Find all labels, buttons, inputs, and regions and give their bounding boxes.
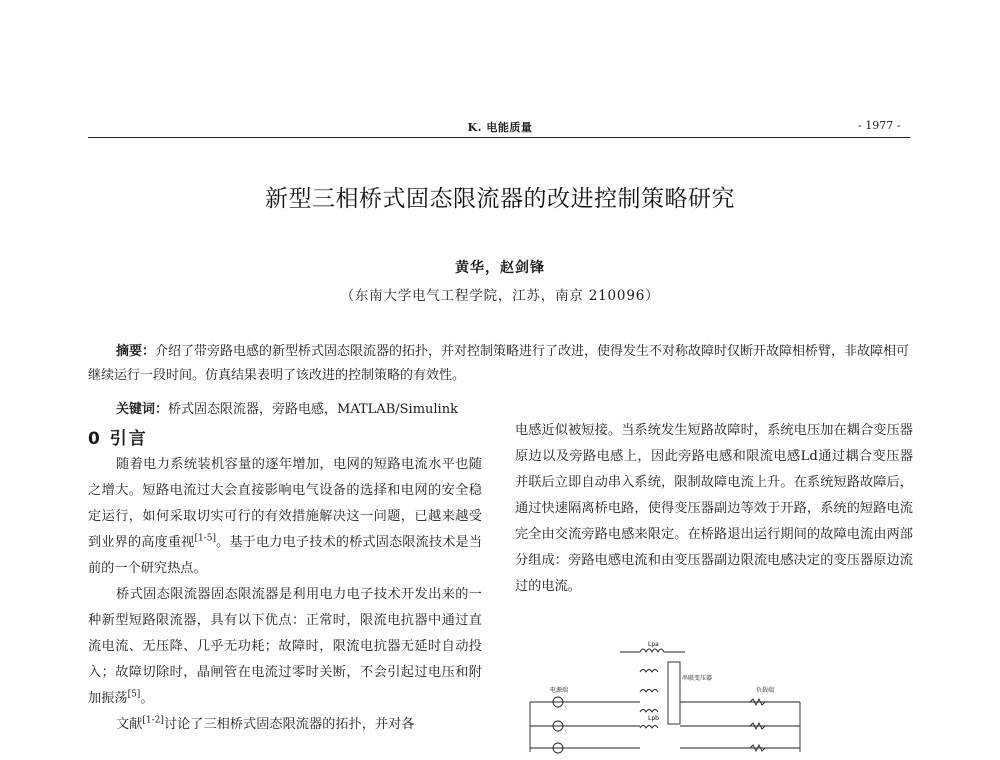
right-paragraph-text-2: 通过耦合变压器并联后立即自动串入系统，限制故障电流上升。在系统短路故障后，通过快速隔离桥电路，使得变压器副边等效于开路，系统的短路电流完全由交流旁路电感来限定。在桥路退出运行期间的故障电流由两部分组成：旁路电感电流和由变压器副边限流电感决定的变压器原边流过的电流。 <box>515 449 914 594</box>
header-rule <box>88 137 910 138</box>
running-header-page-number: - 1977 - <box>858 119 901 132</box>
citation-ref: [5] <box>127 689 141 700</box>
keywords-label: 关键词： <box>116 402 169 417</box>
right-paragraph-text: 电感近似被短接。当系统发生短路故障时，系统电压加在耦合变压器原边以及旁路电感上，因此旁路电感和限流电感 <box>515 423 913 464</box>
figure-inductor-label-2: Lpb <box>648 715 659 722</box>
abstract-label: 摘要： <box>116 344 156 359</box>
left-column <box>88 452 482 738</box>
paragraph-1 <box>88 452 482 582</box>
paragraph-1-text: 随着电力系统装机容量的逐年增加，电网的短路电流水平也随之增大。短路电流过大会直接影响电气设备的选择和电网的安全稳定运行，如何采取切实可行的有效措施解决这一问题，已越来越受到业界的高度重视 <box>88 457 482 550</box>
keywords-text: 桥式固态限流器，旁路电感，MATLAB/Simulink <box>168 402 458 417</box>
figure-load-label: 负载端 <box>756 687 775 694</box>
paragraph-1-tail: 。基于电力电子技术的桥式固态限流技术是当前的一个研究热点。 <box>88 535 483 576</box>
keywords <box>116 398 458 417</box>
paper-authors: 黄华，赵剑锋 <box>455 260 545 276</box>
right-column <box>515 418 913 600</box>
figure-transformer-label: 串联变压器 <box>682 675 713 682</box>
paragraph-2 <box>88 582 482 712</box>
figure-source-label: 电源端 <box>550 687 569 694</box>
abstract <box>88 340 910 388</box>
transformer-block <box>668 662 680 724</box>
citation-ref: [1-2] <box>142 715 164 726</box>
circuit-figure <box>510 640 810 760</box>
symbol-ld: Ld <box>800 449 818 464</box>
abstract-text: 介绍了带旁路电感的新型桥式固态限流器的拓扑，并对控制策略进行了改进，使得发生不对称故障时仅断开故障相桥臂，非故障相可继续运行一段时间。仿真结果表明了该改进的控制策略的有效性。 <box>88 344 910 383</box>
paragraph-2-text: 桥式固态限流器固态限流器是利用电力电子技术开发出来的一种新型短路限流器，具有以下优点：正常时，限流电抗器中通过直流电流、无压降、几乎无功耗；故障时，限流电抗器无延时自动投入；故障切除时，晶闸管在电流过零时关断，不会引起过电压和附加振荡 <box>88 587 482 706</box>
inductor-lpa-icon <box>640 649 664 652</box>
right-paragraph <box>515 418 913 600</box>
paragraph-3-text: 讨论了三相桥式固态限流器的拓扑，并对各 <box>163 717 415 732</box>
paper-title: 新型三相桥式固态限流器的改进控制策略研究 <box>265 186 735 212</box>
paragraph-2-tail: 。 <box>140 691 154 706</box>
paragraph-3: 文献[1-2]讨论了三相桥式固态限流器的拓扑，并对各 <box>116 715 415 732</box>
figure-inductor-label-1: Lpa <box>648 641 659 648</box>
section-heading-introduction: 0 引言 <box>88 429 148 449</box>
running-header-journal: K. 电能质量 <box>467 121 533 134</box>
paper-affiliation: （东南大学电气工程学院，江苏，南京 210096） <box>340 288 660 304</box>
inductor-lpb-icon <box>640 726 658 729</box>
citation-ref: [1-5] <box>194 533 216 544</box>
